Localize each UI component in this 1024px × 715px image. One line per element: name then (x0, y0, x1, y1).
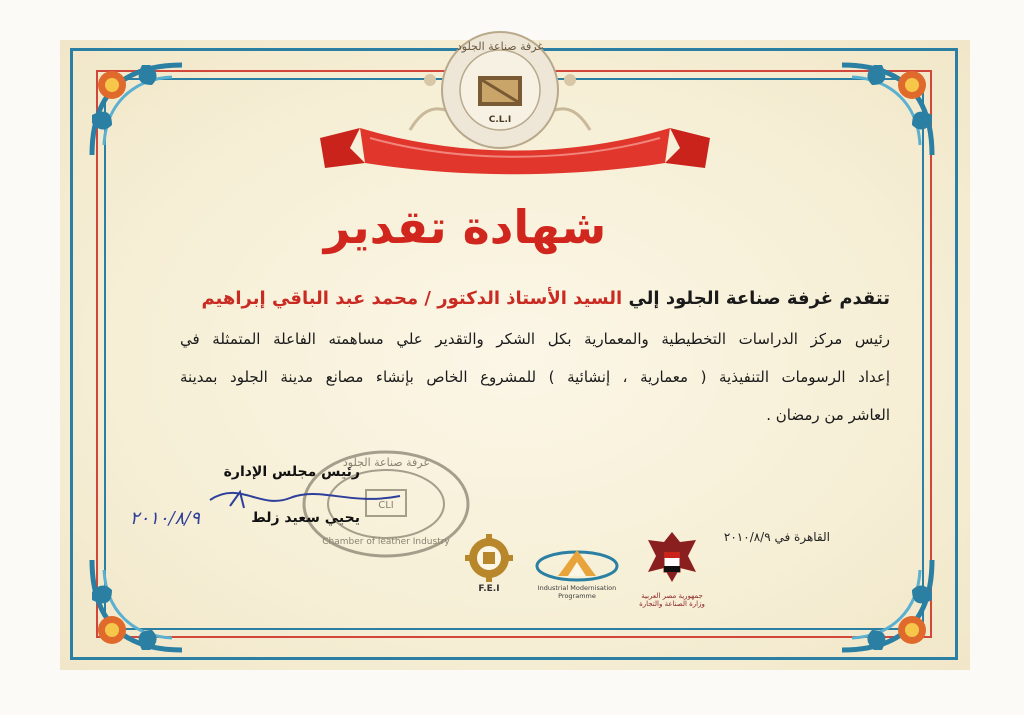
stamp-text-bottom: Chamber of leather Industry (322, 537, 450, 547)
signatory-name: يحيي سعيد زلط (251, 510, 360, 526)
recipient-name: السيد الأستاذ الدكتور / محمد عبد الباقي إبراهيم (201, 288, 623, 309)
red-ribbon (320, 118, 710, 178)
place-and-date: القاهرة في ٢٠١٠/٨/٩ (723, 530, 830, 544)
corner-ornament-bottom-right (832, 550, 942, 660)
body-line-4: العاشر من رمضان . (766, 406, 890, 424)
corner-ornament-top-left (82, 55, 192, 165)
corner-ornament-bottom-left (82, 550, 192, 660)
signatory-title: رئيس مجلس الإدارة (223, 464, 360, 480)
line1-prefix: تتقدم غرفة صناعة الجلود إلي (628, 288, 890, 309)
certificate-title: شهادة تقدير (323, 200, 607, 254)
ministry-caption: جمهورية مصر العربية وزارة الصناعة والتجارة (639, 592, 705, 608)
body-line-1 (180, 288, 890, 309)
fei-caption: F.E.I (478, 584, 500, 594)
stamp-text-top: غرفة صناعة الجلود (342, 456, 430, 469)
corner-ornament-top-right (832, 55, 942, 165)
emblem-arc-text: غرفة صناعة الجلود (456, 40, 544, 53)
emblem-abbrev: C.L.I (488, 115, 512, 125)
body-line-3: إعداد الرسومات التنفيذية ( معمارية ، إنشائية ) للمشروع الخاص بإنشاء مصانع مدينة الجلود بمدينة (180, 368, 890, 386)
stamp-center: CLI (378, 500, 394, 511)
handwritten-date: ٢٠١٠/٨/٩ (129, 508, 201, 529)
imp-caption: Industrial Modernisation Programme (537, 584, 617, 600)
body-line-2: رئيس مركز الدراسات التخطيطية والمعمارية بكل الشكر والتقدير علي مساهمته الفاعلة المتمثلة في (180, 330, 890, 348)
